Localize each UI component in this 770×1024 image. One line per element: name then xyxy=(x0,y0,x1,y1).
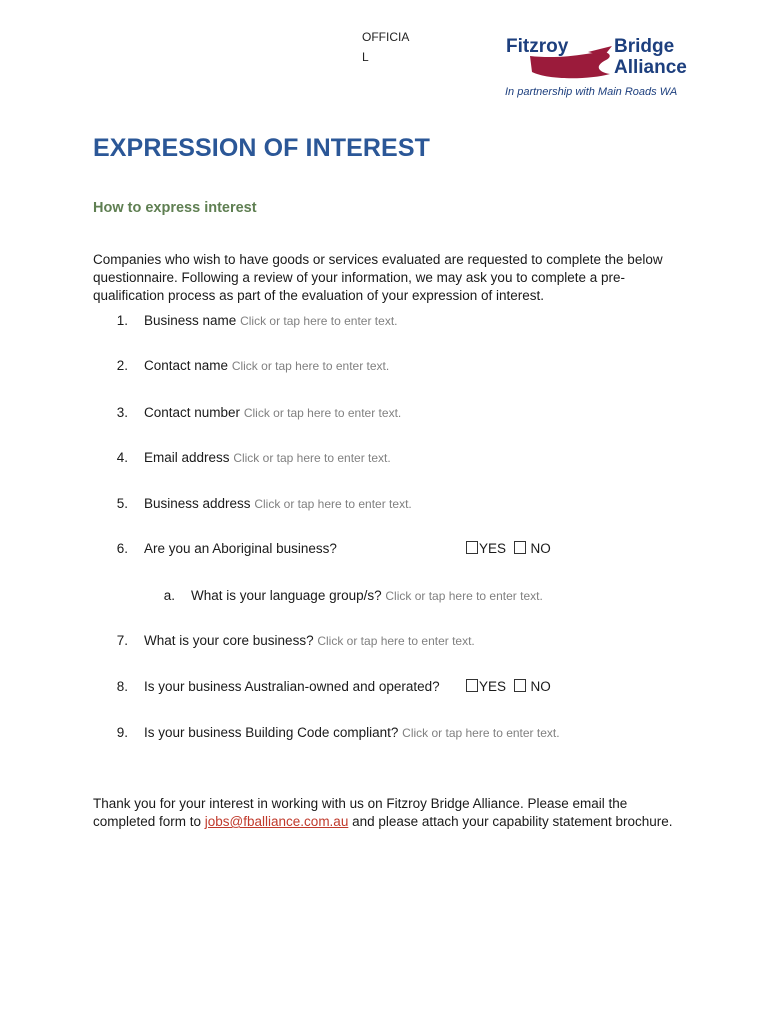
aboriginal-yes-option[interactable]: YES xyxy=(466,541,506,556)
language-group-field[interactable]: Click or tap here to enter text. xyxy=(385,589,543,603)
closing-text-before: Thank you for your interest in working with us on Fitzroy Bridge Alliance. Please email the completed form to xyxy=(93,796,628,829)
closing-paragraph xyxy=(93,795,683,831)
question-label: Contact name xyxy=(144,358,229,373)
question-label: Are you an Aboriginal business? xyxy=(144,541,337,556)
question-label: Contact number xyxy=(144,405,241,420)
question-number: a. xyxy=(163,588,175,603)
question-number: 1. xyxy=(116,313,128,328)
question-label: Is your business Australian-owned and operated? xyxy=(144,679,440,694)
intro-paragraph: Companies who wish to have goods or services evaluated are requested to complete the below questionnaire. Following a review of your information, we may ask you to complete a pre-qualification process as part of the evaluation of your expression of interest. xyxy=(93,252,663,303)
question-label: Is your business Building Code compliant? xyxy=(144,725,399,740)
classification-label: OFFICIAL xyxy=(362,30,410,64)
question-number: 9. xyxy=(116,725,128,740)
business-name-field[interactable]: Click or tap here to enter text. xyxy=(240,314,398,328)
question-number: 4. xyxy=(116,450,128,465)
australian-owned-options xyxy=(466,678,551,696)
question-number: 5. xyxy=(116,496,128,511)
question-number: 3. xyxy=(116,405,128,420)
section-subtitle: How to express interest xyxy=(93,200,257,216)
no-checkbox[interactable] xyxy=(514,679,526,692)
logo-swoosh-icon xyxy=(528,42,614,82)
question-label: Business name xyxy=(144,313,237,328)
aboriginal-no-option[interactable]: NO xyxy=(514,541,551,556)
building-code-field[interactable]: Click or tap here to enter text. xyxy=(402,726,560,740)
australian-owned-no-option[interactable]: NO xyxy=(514,679,551,694)
australian-owned-yes-option[interactable]: YES xyxy=(466,679,506,694)
logo-tagline: In partnership with Main Roads WA xyxy=(505,86,678,98)
question-number: 6. xyxy=(116,541,128,556)
question-label: Email address xyxy=(144,450,230,465)
aboriginal-business-options xyxy=(466,540,551,558)
core-business-field[interactable]: Click or tap here to enter text. xyxy=(317,634,475,648)
question-label: What is your core business? xyxy=(144,633,314,648)
email-link[interactable]: jobs@fballiance.com.au xyxy=(204,814,349,829)
question-label: What is your language group/s? xyxy=(191,588,382,603)
yes-checkbox[interactable] xyxy=(466,679,478,692)
email-address-field[interactable]: Click or tap here to enter text. xyxy=(233,451,391,465)
logo-word-alliance: Alliance xyxy=(614,57,687,78)
no-checkbox[interactable] xyxy=(514,541,526,554)
business-address-field[interactable]: Click or tap here to enter text. xyxy=(254,497,412,511)
contact-number-field[interactable]: Click or tap here to enter text. xyxy=(243,406,402,420)
logo-word-fitzroy: Fitzroy xyxy=(506,36,569,57)
closing-text-after: and please attach your capability statement brochure. xyxy=(348,814,673,829)
page-title: EXPRESSION OF INTEREST xyxy=(93,134,430,162)
yes-checkbox[interactable] xyxy=(466,541,478,554)
question-number: 8. xyxy=(116,679,128,694)
question-number: 7. xyxy=(116,633,128,648)
fitzroy-bridge-alliance-logo xyxy=(500,30,700,105)
question-number: 2. xyxy=(116,358,128,373)
question-label: Business address xyxy=(144,496,251,511)
logo-word-bridge: Bridge xyxy=(614,36,675,57)
contact-name-field[interactable]: Click or tap here to enter text. xyxy=(231,359,390,373)
